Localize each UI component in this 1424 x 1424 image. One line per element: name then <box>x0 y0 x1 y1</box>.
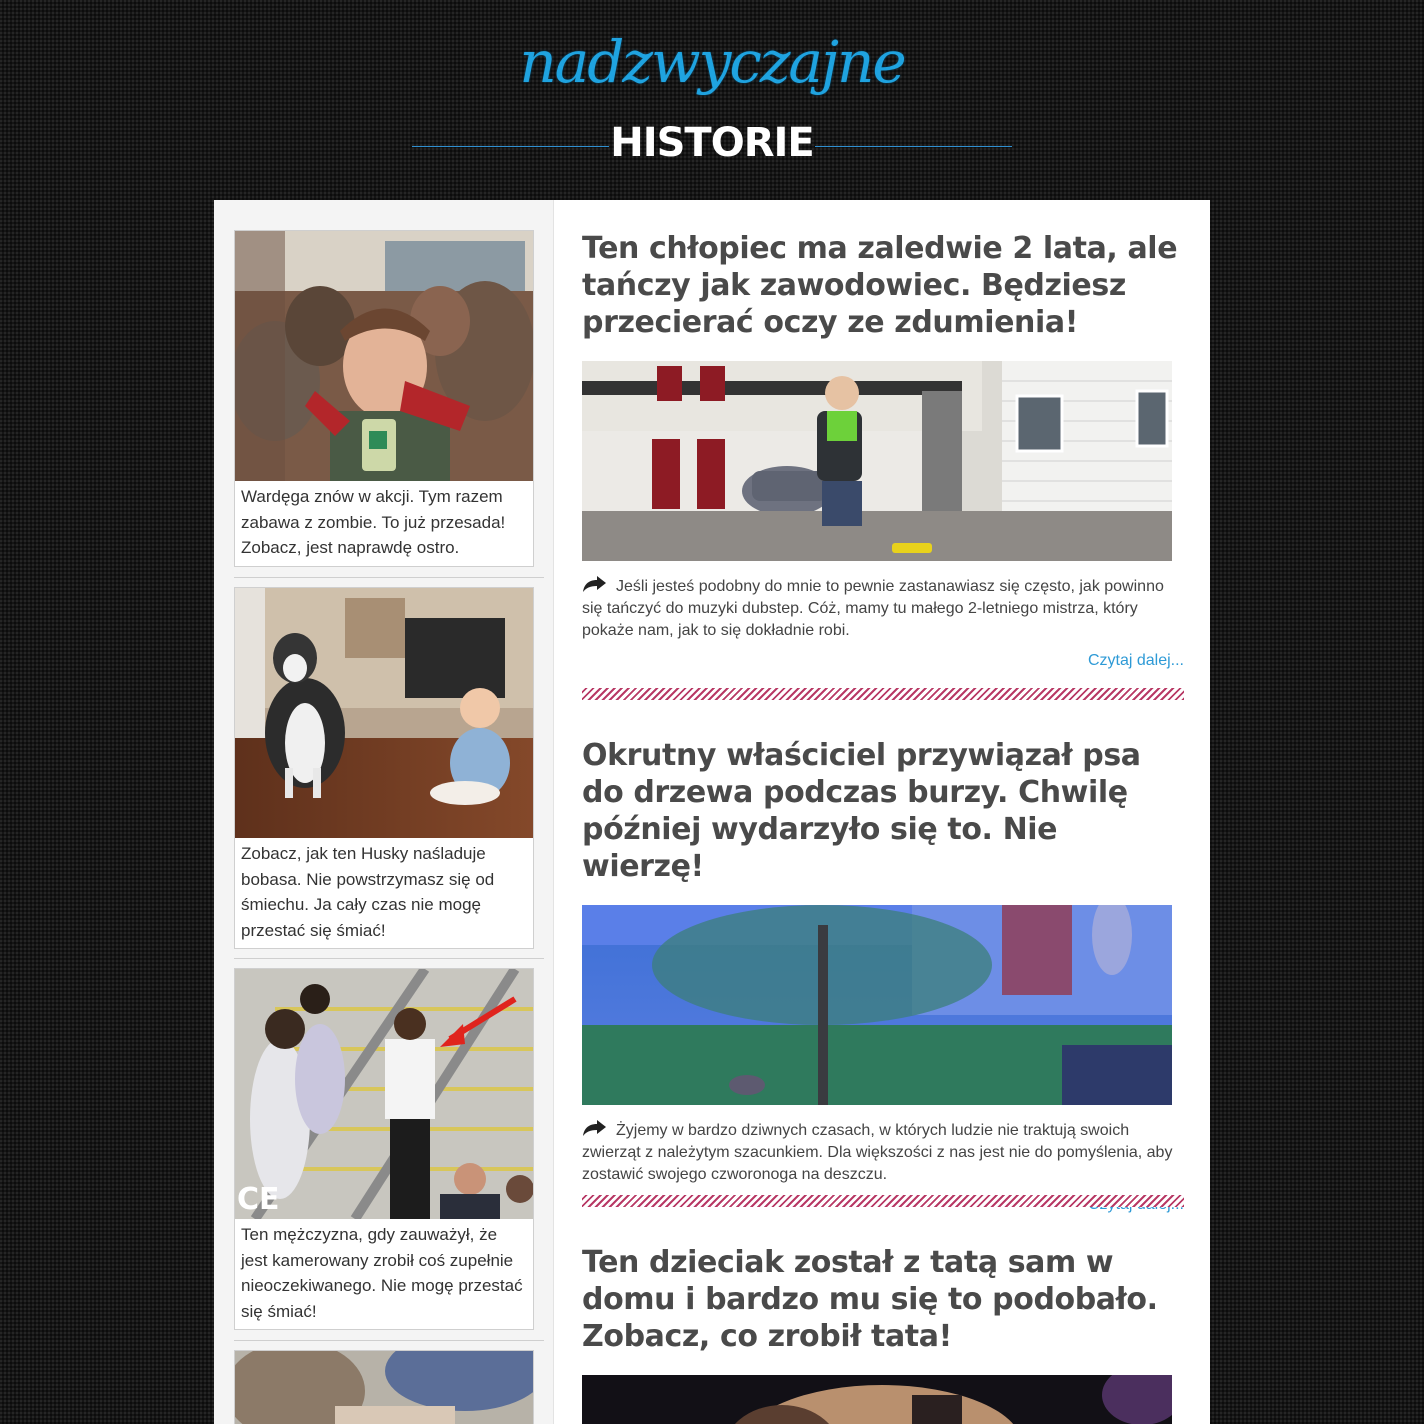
sidebar-item-caption[interactable]: Ten mężczyzna, gdy zauważył, że jest kamerowany zrobił coś zupełnie nieoczekiwanego. Nie mogę przestać się śmiać! <box>241 1225 523 1321</box>
logo-block-text: HISTORIE <box>610 120 814 166</box>
sidebar-item[interactable] <box>234 587 534 949</box>
sidebar-item-caption[interactable]: Wardęga znów w akcji. Tym razem zabawa z zombie. To już przesada! Zobacz, jest naprawdę ostro. <box>241 487 506 557</box>
article-excerpt-text: Żyjemy w bardzo dziwnych czasach, w których ludzie nie traktują swoich zwierząt z należytym szacunkiem. Dla większości z nas jest nie do pomyślenia, aby zostawić swojego czworonoga na deszczu. <box>582 1122 1173 1183</box>
sidebar-item-thumbnail[interactable] <box>235 1351 533 1424</box>
article-title[interactable]: Okrutny właściciel przywiązał psa do drzewa podczas burzy. Chwilę później wydarzyło się to. Nie wierzę! <box>582 738 1141 884</box>
toddler-dancing-image <box>582 361 1172 561</box>
article-image[interactable] <box>582 361 1172 561</box>
dog-in-rain-image <box>582 905 1172 1105</box>
read-more-link[interactable]: Czytaj dalej... <box>1087 652 1184 669</box>
article-card <box>582 230 1184 670</box>
article-divider <box>582 1195 1184 1207</box>
escalator-image <box>235 969 533 1219</box>
husky-baby-image <box>235 588 533 838</box>
article-excerpt <box>582 575 1184 642</box>
sidebar-divider <box>234 577 544 578</box>
article-divider <box>582 688 1184 700</box>
site-logo[interactable] <box>400 28 1024 178</box>
sidebar <box>214 200 554 1424</box>
article-list <box>582 200 1184 1424</box>
thumbnail-overlay-text: CE <box>237 1182 280 1217</box>
content-container <box>214 200 1210 1424</box>
logo-divider-left <box>412 146 609 147</box>
logo-script-text: nadzwyczajne <box>519 28 905 96</box>
article-card <box>582 737 1184 1214</box>
article-excerpt-text: Jeśli jesteś podobny do mnie to pewnie zastanawiasz się często, jak powinno się tańczyć do muzyki dubstep. Cóż, mamy tu małego 2-letniego mistrza, który pokaże nam, jak to się dokładnie robi. <box>582 578 1164 639</box>
article-card <box>582 1244 1184 1424</box>
sidebar-item[interactable] <box>234 230 534 567</box>
sidebar-divider <box>234 958 544 959</box>
article-title[interactable]: Ten chłopiec ma zaledwie 2 lata, ale tańczy jak zawodowiec. Będziesz przecierać oczy ze zdumienia! <box>582 231 1178 340</box>
article-image[interactable] <box>582 1375 1172 1424</box>
partial-image <box>235 1351 533 1424</box>
zombie-selfie-image <box>235 231 533 481</box>
sidebar-item-thumbnail[interactable] <box>235 231 533 481</box>
share-arrow-icon <box>582 575 608 593</box>
sidebar-item[interactable] <box>234 1350 534 1424</box>
article-excerpt <box>582 1119 1184 1186</box>
logo-divider-right <box>815 146 1012 147</box>
sidebar-item[interactable] <box>234 968 534 1330</box>
article-image[interactable] <box>582 905 1172 1105</box>
sidebar-item-thumbnail[interactable] <box>235 588 533 838</box>
article-title[interactable]: Ten dzieciak został z tatą sam w domu i bardzo mu się to podobało. Zobacz, co zrobił tata! <box>582 1245 1158 1354</box>
dark-video-image <box>582 1375 1172 1424</box>
share-arrow-icon <box>582 1119 608 1137</box>
sidebar-divider <box>234 1340 544 1341</box>
sidebar-item-caption[interactable]: Zobacz, jak ten Husky naśladuje bobasa. Nie powstrzymasz się od śmiechu. Ja cały czas nie mogę przestać się śmiać! <box>241 844 495 940</box>
sidebar-item-thumbnail[interactable] <box>235 969 533 1219</box>
